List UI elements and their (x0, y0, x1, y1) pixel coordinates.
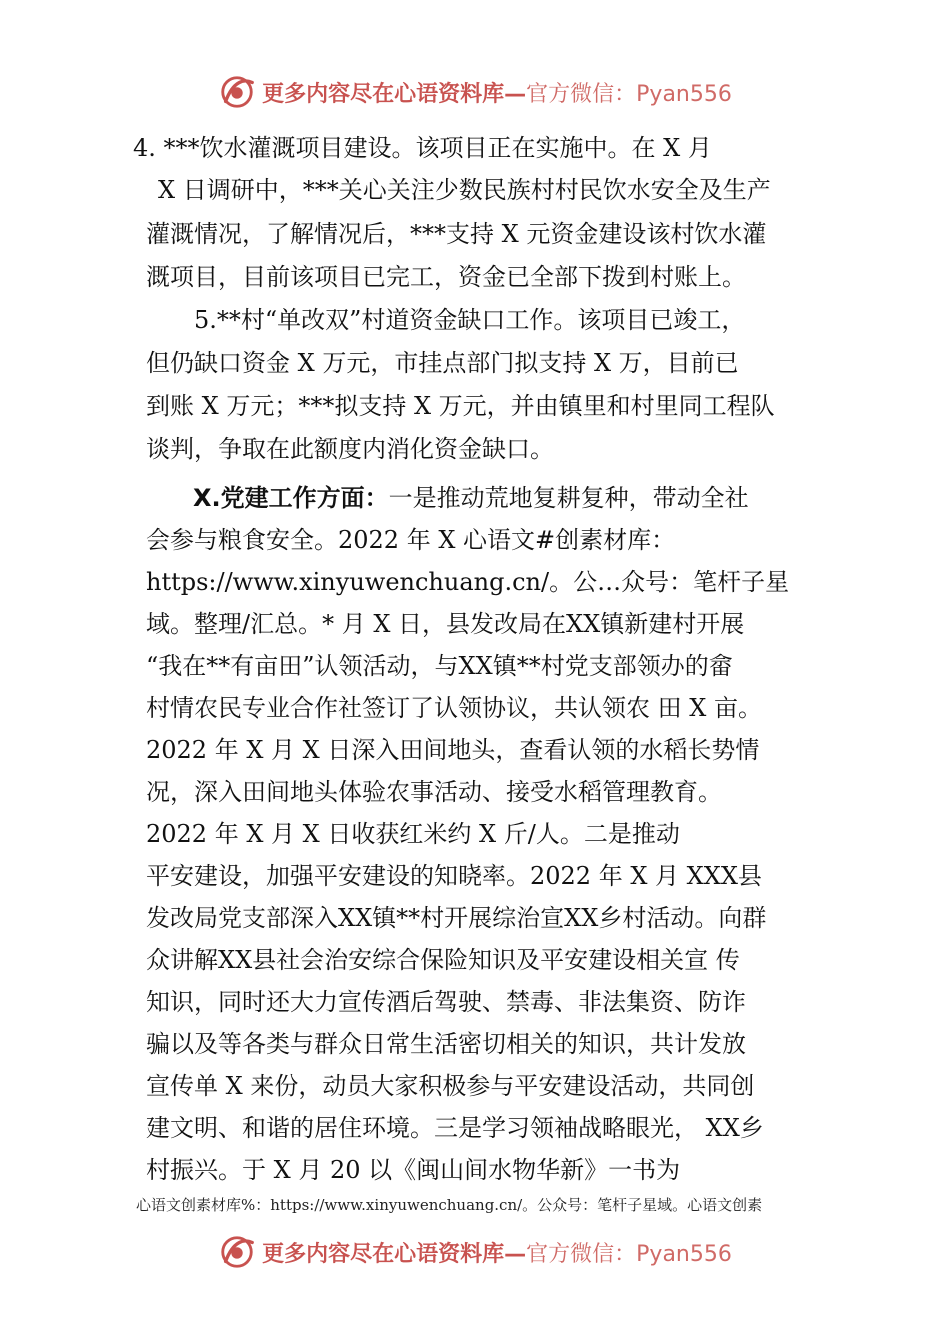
body-line-9: 一是推动荒地复耕复种，带动全社 (388, 484, 749, 512)
body-line-17: 2022 年 X 月 X 日收获红米约 X 斤/人。二是推动 (146, 820, 680, 848)
body-line-21: 知识，同时还大力宣传酒后驾驶、禁毒、非法集资、防诈 (146, 988, 746, 1016)
banner-text: 更多内容尽在心语资料库—官方微信：Pyan556 (262, 1241, 732, 1267)
brand-logo-icon (218, 73, 256, 111)
banner-wechat: 官方微信：Pyan556 (526, 1241, 732, 1267)
section-heading-line (193, 483, 749, 513)
body-line-6: 但仍缺口资金 X 万元，市挂点部门拟支持 X 万，目前已 (146, 349, 739, 377)
body-line-10: 会参与粮食安全。2022 年 X 心语文#创素材库： (146, 526, 676, 554)
body-line-4: 溉项目，目前该项目已完工，资金已全部下拨到村账上。 (146, 263, 746, 291)
body-line-19: 发改局党支部深入XX镇**村开展综治宣XX乡村活动。向群 (146, 904, 767, 932)
body-line-24: 建文明、和谐的居住环境。三是学习领袖战略眼光， XX乡 (146, 1114, 764, 1142)
body-line-2: X 日调研中，***关心关注少数民族村村民饮水安全及生产 (158, 176, 771, 204)
header-banner (0, 70, 950, 114)
body-line-1: 4. ***饮水灌溉项目建设。该项目正在实施中。在 X 月 (133, 134, 712, 162)
body-line-7: 到账 X 万元；***拟支持 X 万元，并由镇里和村里同工程队 (146, 392, 775, 420)
body-line-5: 5.**村“单改双”村道资金缺口工作。该项目已竣工， (194, 306, 746, 334)
body-line-11: https://www.xinyuwenchuang.cn/。公…众号：笔杆子星 (146, 568, 790, 596)
body-line-8: 谈判，争取在此额度内消化资金缺口。 (146, 435, 554, 463)
section-heading: X.党建工作方面： (193, 484, 389, 512)
body-line-20: 众讲解XX县社会治安综合保险知识及平安建设相关宣 传 (146, 946, 740, 974)
body-line-18: 平安建设，加强平安建设的知晓率。2022 年 X 月 XXX县 (146, 862, 762, 890)
banner-wechat: 官方微信：Pyan556 (526, 81, 732, 107)
body-line-23: 宣传单 X 来份，动员大家积极参与平安建设活动，共同创 (146, 1072, 755, 1100)
body-line-25: 村振兴。于 X 月 20 以《闽山间水物华新》一书为 (146, 1156, 681, 1184)
footer-note: 心语文创素材库%：https://www.xinyuwenchuang.cn/。公众号：笔杆子星域。心语文创素 (136, 1196, 763, 1214)
body-line-12: 域。整理/汇总。* 月 X 日，县发改局在XX镇新建村开展 (146, 610, 745, 638)
body-line-16: 况，深入田间地头体验农事活动、接受水稻管理教育。 (146, 778, 722, 806)
body-line-3: 灌溉情况，了解情况后，***支持 X 元资金建设该村饮水灌 (146, 220, 767, 248)
body-line-22: 骗以及等各类与群众日常生活密切相关的知识，共计发放 (146, 1030, 746, 1058)
brand-logo-icon (218, 1233, 256, 1271)
body-line-14: 村情农民专业合作社签订了认领协议，共认领农 田 X 亩。 (146, 694, 762, 722)
body-line-13: “我在**有亩田”认领活动，与XX镇**村党支部领办的畲 (146, 652, 733, 680)
body-line-15: 2022 年 X 月 X 日深入田间地头，查看认领的水稻长势情 (146, 736, 760, 764)
footer-banner (0, 1230, 950, 1274)
banner-text: 更多内容尽在心语资料库—官方微信：Pyan556 (262, 81, 732, 107)
